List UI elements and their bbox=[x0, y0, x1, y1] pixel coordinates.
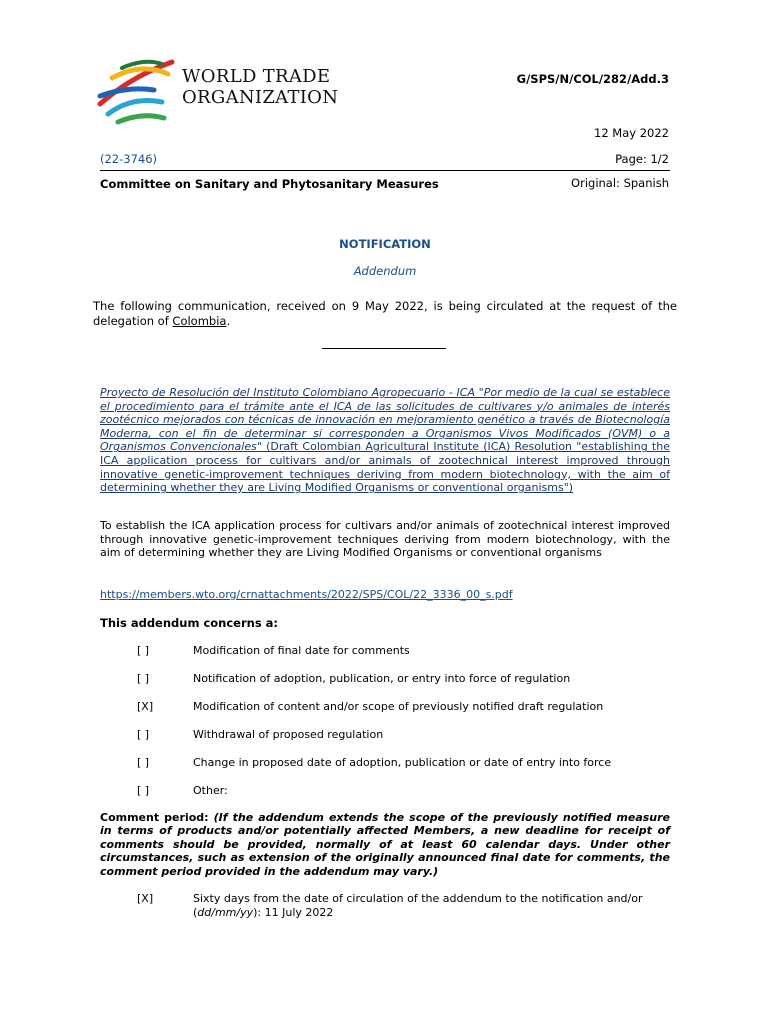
comment-option-date-format: dd/mm/yy bbox=[197, 906, 254, 919]
concern-checkbox-1: [ ] bbox=[137, 644, 150, 657]
org-name bbox=[182, 66, 338, 108]
concern-label-5: Change in proposed date of adoption, publication or date of entry into force bbox=[193, 756, 612, 769]
concern-label-1: Modification of final date for comments bbox=[193, 644, 410, 657]
committee-name: Committee on Sanitary and Phytosanitary Measures bbox=[100, 177, 439, 191]
concern-checkbox-3: [X] bbox=[137, 700, 154, 713]
measure-title-english: (Draft Colombian Agricultural Institute (ICA) Resolution "establishing the ICA application process for cultivars and/or animals of zootechnical interest improved through innovative genetic-improvement techniques deriving from modern biotechnology, with the aim of determining whether they are Living Modified Organisms or conventional organisms") bbox=[100, 440, 670, 495]
intro-paragraph bbox=[93, 299, 677, 329]
concern-checkbox-5: [ ] bbox=[137, 756, 150, 769]
comment-option-checkbox: [X] bbox=[137, 892, 154, 905]
intro-country: Colombia bbox=[172, 314, 227, 328]
separator-line bbox=[322, 348, 446, 349]
intro-end: . bbox=[226, 314, 231, 328]
concern-label-3: Modification of content and/or scope of previously notified draft regulation bbox=[193, 700, 604, 713]
concerns-heading: This addendum concerns a: bbox=[100, 616, 279, 630]
attachment-link[interactable]: https://members.wto.org/crnattachments/2022/SPS/COL/22_3336_00_s.pdf bbox=[100, 588, 513, 601]
org-name-line1: WORLD TRADE bbox=[182, 66, 331, 87]
document-symbol: G/SPS/N/COL/282/Add.3 bbox=[516, 72, 669, 86]
comment-period bbox=[100, 811, 670, 878]
concern-checkbox-6: [ ] bbox=[137, 784, 150, 797]
page-indicator: Page: 1/2 bbox=[615, 152, 669, 166]
wto-emblem-icon bbox=[92, 56, 178, 128]
concern-label-4: Withdrawal of proposed regulation bbox=[193, 728, 384, 741]
comment-option-text bbox=[193, 892, 673, 920]
comment-period-text: (If the addendum extends the scope of the previously notified measure in terms of products and/or potentially affected Members, a new deadline for receipt of comments should be provided, normally of at least 60 calendar days. Under other circumstances, such as extension of the originally announced final date for comments, the comment period provided in the addendum may vary.) bbox=[100, 811, 671, 878]
measure-title bbox=[100, 386, 670, 495]
measure-description: To establish the ICA application process for cultivars and/or animals of zootechnical interest improved through innovative genetic-improvement techniques deriving from modern biotechnology, with the aim of determining whether they are Living Modified Organisms or conventional organisms bbox=[100, 519, 670, 560]
header-divider bbox=[100, 170, 670, 171]
notification-heading: NOTIFICATION bbox=[339, 237, 431, 251]
original-language: Original: Spanish bbox=[571, 176, 669, 190]
comment-option-date: ): 11 July 2022 bbox=[253, 906, 334, 919]
concern-checkbox-4: [ ] bbox=[137, 728, 150, 741]
addendum-subheading: Addendum bbox=[353, 264, 417, 278]
document-date: 12 May 2022 bbox=[594, 126, 669, 140]
wto-logo bbox=[92, 56, 342, 128]
comment-period-label: Comment period: bbox=[100, 811, 214, 824]
concern-label-6: Other: bbox=[193, 784, 228, 797]
measure-title-spanish: Proyecto de Resolución del Instituto Colombiano Agropecuario - ICA "Por medio de la cual se establece el procedimiento para el trámite ante el ICA de las solicitudes de cultivares y/o animales de interés zootécnico mejorados con técnicas de innovación en mejoramiento genético a través de Biotecnología Moderna, con el fin de determinar si corresponden a Organismos Vivos Modificados (OVM) o a Organismos Convencionales" bbox=[100, 386, 670, 454]
document-number: (22-3746) bbox=[100, 152, 158, 166]
concern-label-2: Notification of adoption, publication, or entry into force of regulation bbox=[193, 672, 571, 685]
comment-option-text-1: Sixty days from the date of circulation of the addendum to the notification and/or ( bbox=[193, 892, 643, 919]
concern-checkbox-2: [ ] bbox=[137, 672, 150, 685]
org-name-line2: ORGANIZATION bbox=[182, 87, 339, 108]
intro-text: The following communication, received on 9 May 2022, is being circulated at the request of the delegation of bbox=[93, 299, 677, 328]
